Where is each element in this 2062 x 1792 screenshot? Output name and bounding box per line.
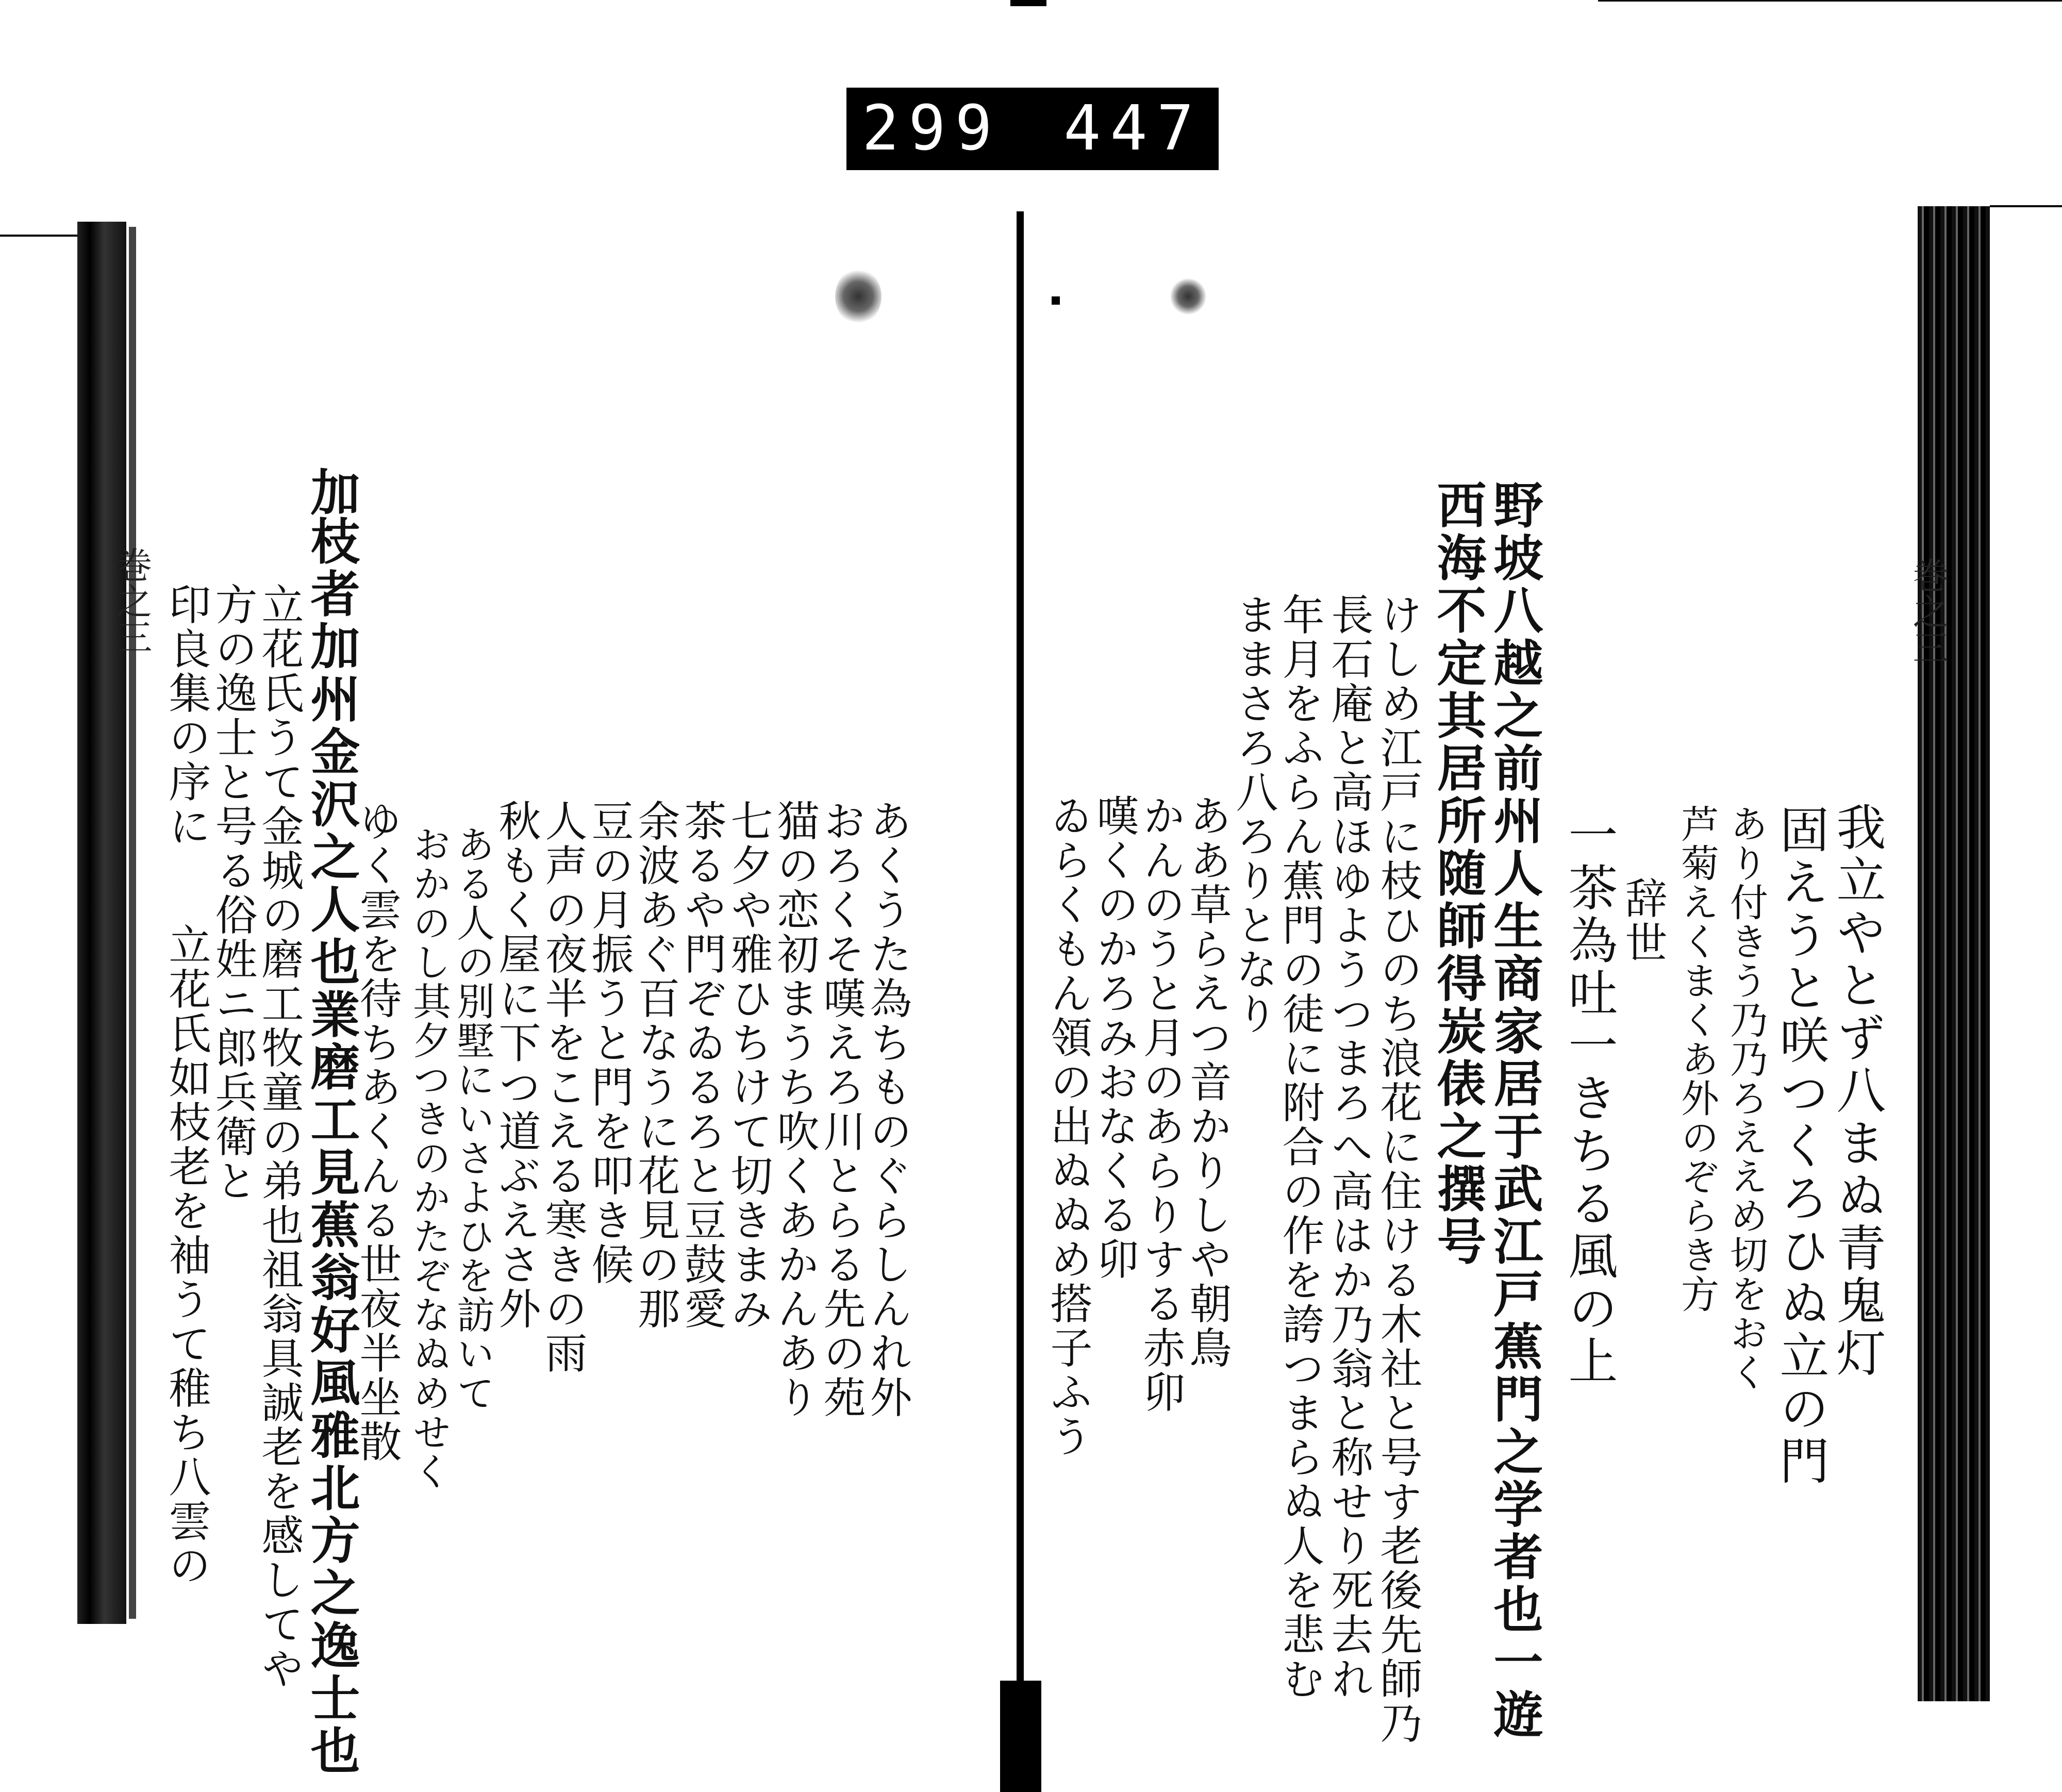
page-number-left: 299 xyxy=(862,93,1002,164)
verse-line: あくうた為ちものぐらしんれ外 xyxy=(863,799,912,1420)
binding-tab-top xyxy=(1010,0,1046,6)
ink-spot xyxy=(835,268,882,325)
entry-heading: 野坡八越之前州人生商家居于武江戸蕉門之学者也一遊 xyxy=(1486,479,1544,1741)
left-page-edge-inner xyxy=(129,227,136,1619)
verse-line: かんのうと月のあらりする赤卯 xyxy=(1136,794,1185,1415)
body-line: 立花氏うて金城の磨工牧童の弟也祖翁具誠老を感してや xyxy=(255,583,304,1691)
body-line: 方の逸士と号る俗姓ニ郎兵衛と xyxy=(208,583,257,1203)
entry-heading: 枝者加州金沢之人也業磨工見蕉翁好風雅北方之逸士也 xyxy=(303,516,361,1778)
verse-line: ゆく雲を待ちあくんる世夜半坐散 xyxy=(353,799,402,1464)
body-line: 年月をふらん蕉門の徒に附合の作を誇つまらぬ人を悲む xyxy=(1275,593,1324,1701)
body-line: けしめ江戸に枝ひのち浪花に住ける木社と号す老後先師乃 xyxy=(1373,593,1422,1746)
verse-line: 嘆くのかろみおなくる卯 xyxy=(1090,794,1139,1282)
entry-heading-mark: 加 xyxy=(303,467,361,519)
frame-counter xyxy=(846,88,1219,170)
verse-line: 茶るや門ぞゐるろと豆鼓愛 xyxy=(677,799,726,1331)
right-page-edge xyxy=(1918,206,1990,1701)
verse-line: 余波あぐ百なうに花見の那 xyxy=(631,799,680,1331)
margin-mark-left: 巻之三 xyxy=(110,546,153,655)
verse-line: 猫の恋初まうち吹くあかんあり xyxy=(770,799,819,1420)
scan-line-right xyxy=(1990,205,2062,207)
left-page-edge xyxy=(77,222,126,1624)
poem-line: あり付きう乃乃ろええめ切をおく xyxy=(1724,804,1768,1392)
poem-line: 芦菊えくまくあ外のぞらき方 xyxy=(1675,804,1719,1314)
body-line: ままさろ八ろりとなり xyxy=(1229,593,1278,1036)
ink-spot xyxy=(1170,278,1206,314)
ink-dot xyxy=(1052,296,1060,305)
verse-line: 秋もく屋に下つ道ぶえさ外 xyxy=(492,799,541,1331)
note-line: おかのし其夕つきのかたぞなぬめせく xyxy=(407,825,451,1491)
book-gutter xyxy=(1017,211,1024,1706)
body-line: 長石庵と高ほゆようつまろへ高はか乃翁と称せり死去れ xyxy=(1324,593,1373,1701)
verse-line: おろくそ嘆えろ川とらる先の苑 xyxy=(817,799,866,1420)
signature-line: 立花氏如枝老を袖うて稚ち八雲の xyxy=(162,923,211,1588)
verse-line: ああ草らえつ音かりしや朝鳥 xyxy=(1183,794,1232,1370)
entry-heading: 西海不定其居所随師得炭俵之撰号 xyxy=(1429,479,1487,1268)
verse-line: 豆の月振うと門を叩き候 xyxy=(585,799,634,1287)
page-number-right: 447 xyxy=(1063,93,1203,164)
jisei-label: 辞世 xyxy=(1618,876,1667,965)
note-line: ある人の別墅にいさよひを訪いて xyxy=(451,825,495,1413)
body-line: 印良集の序に xyxy=(162,583,211,849)
verse-line: 七夕や雅ひちけて切きまみ xyxy=(724,799,773,1331)
jisei-poem: 一茶為吐一きちる風の上 xyxy=(1560,809,1618,1388)
binding-tab-bottom xyxy=(1000,1681,1041,1792)
poem-line: 我立やとず八まぬ青鬼灯 xyxy=(1828,802,1886,1380)
margin-mark-right: 巻之三 xyxy=(1907,557,1949,665)
verse-line: 人声の夜半をこえる寒きの雨 xyxy=(538,799,587,1375)
poem-line: 固えうと咲つくろひぬ立の門 xyxy=(1772,804,1830,1488)
scan-line-top-right xyxy=(1598,0,2062,2)
verse-line: ゐらくもん領の出ぬぬめ搭子ふう xyxy=(1043,794,1092,1459)
